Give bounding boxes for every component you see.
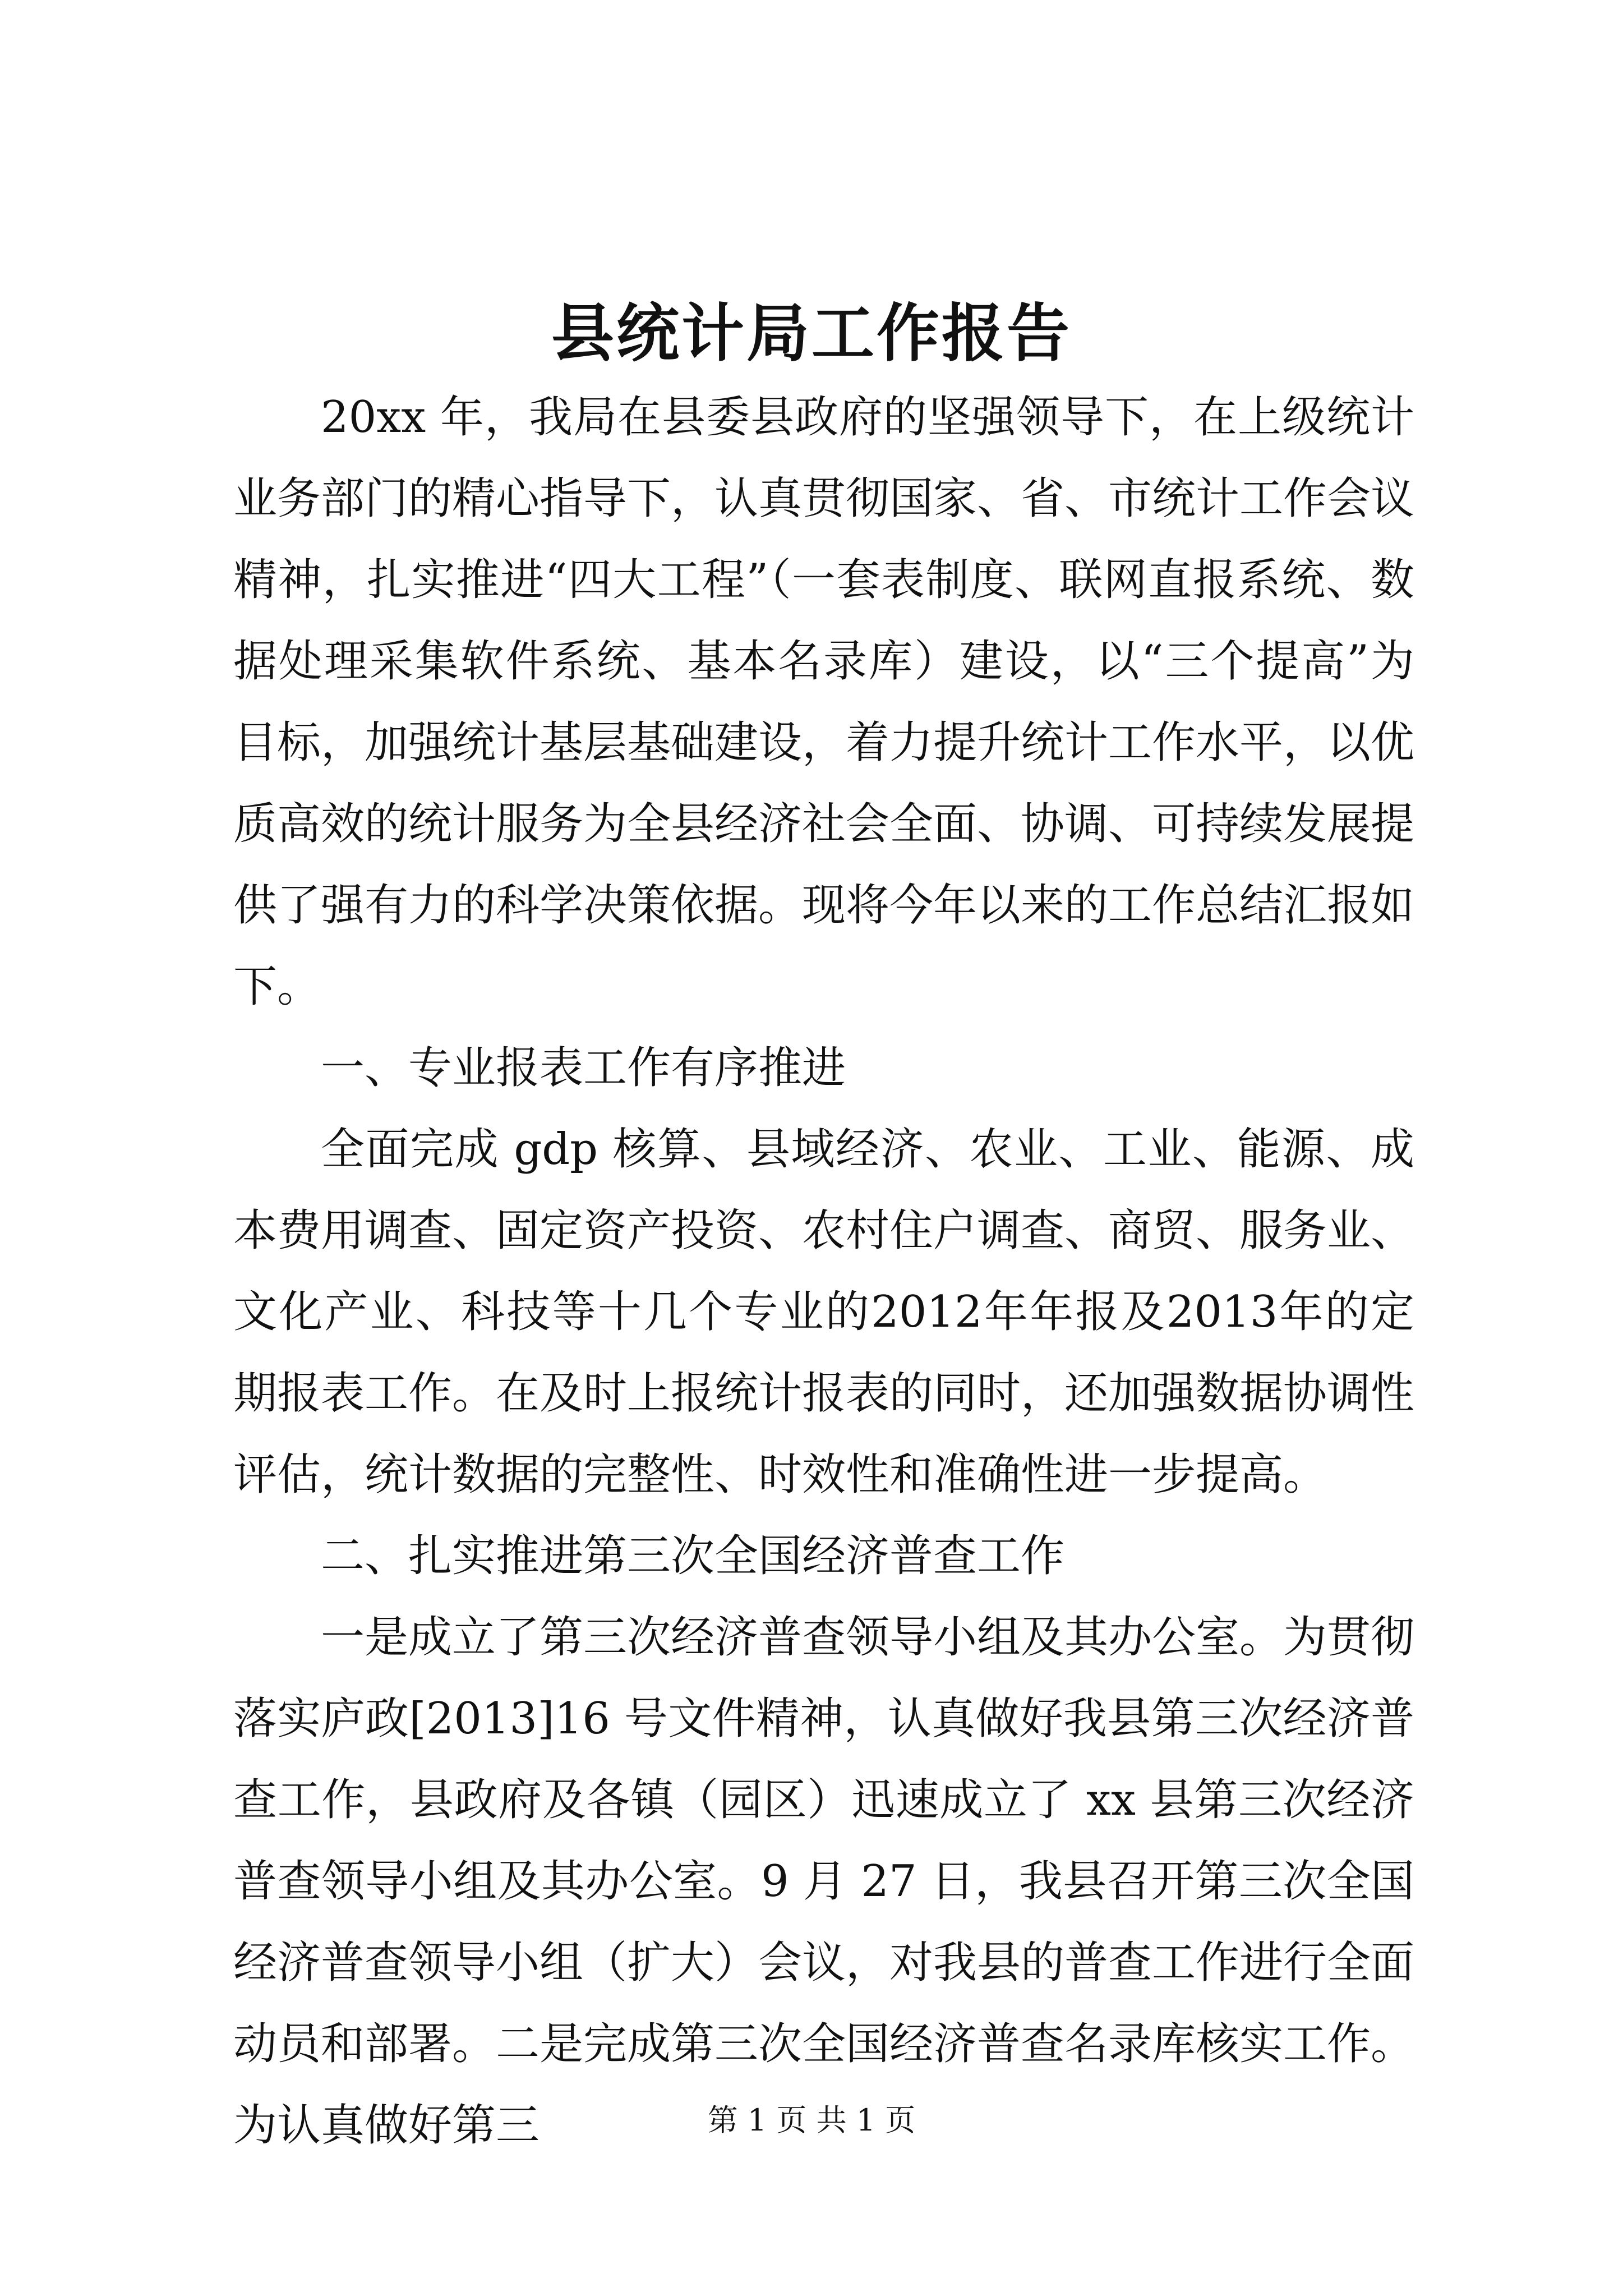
paragraph-section-2: 一是成立了第三次经济普查领导小组及其办公室。为贯彻落实庐政[2013]16 号文件精神，认真做好我县第三次经济普查工作，县政府及各镇（园区）迅速成立了 xx 县第三次经济普查领导小组及其办公室。9 月 27 日，我县召开第三次全国经济普查领导小组（扩大）会议，对我县的普查工作进行全面动员和部署。二是完成第三次全国经济普查名录库核实工作。为认真做好第三 <box>233 1612 1415 2151</box>
document-title: 县统计局工作报告 <box>551 297 1072 370</box>
document-body <box>233 377 1414 2166</box>
paragraph-intro: 20xx 年，我局在县委县政府的坚强领导下，在上级统计业务部门的精心指导下，认真贯彻国家、省、市统计工作会议精神，扎实推进“四大工程”（一套表制度、联网直报系统、数据处理采集软件系统、基本名录库）建设，以“三个提高”为目标，加强统计基层基础建设，着力提升统计工作水平，以优质高效的统计服务为全县经济社会全面、协调、可持续发展提供了强有力的科学决策依据。现将今年以来的工作总结汇报如下。 <box>233 392 1415 1012</box>
section-heading-1: 一、专业报表工作有序推进 <box>321 1043 846 1093</box>
paragraph-section-1: 全面完成 gdp 核算、县域经济、农业、工业、能源、成本费用调查、固定资产投资、农村住户调查、商贸、服务业、文化产业、科技等十几个专业的2012年年报及2013年的定期报表工作。在及时上报统计报表的同时，还加强数据协调性评估，统计数据的完整性、时效性和准确性进一步提高。 <box>233 1124 1415 1500</box>
page-footer: 第 1 页 共 1 页 <box>707 2102 916 2138</box>
section-heading-2: 二、扎实推进第三次全国经济普查工作 <box>321 1531 1065 1581</box>
